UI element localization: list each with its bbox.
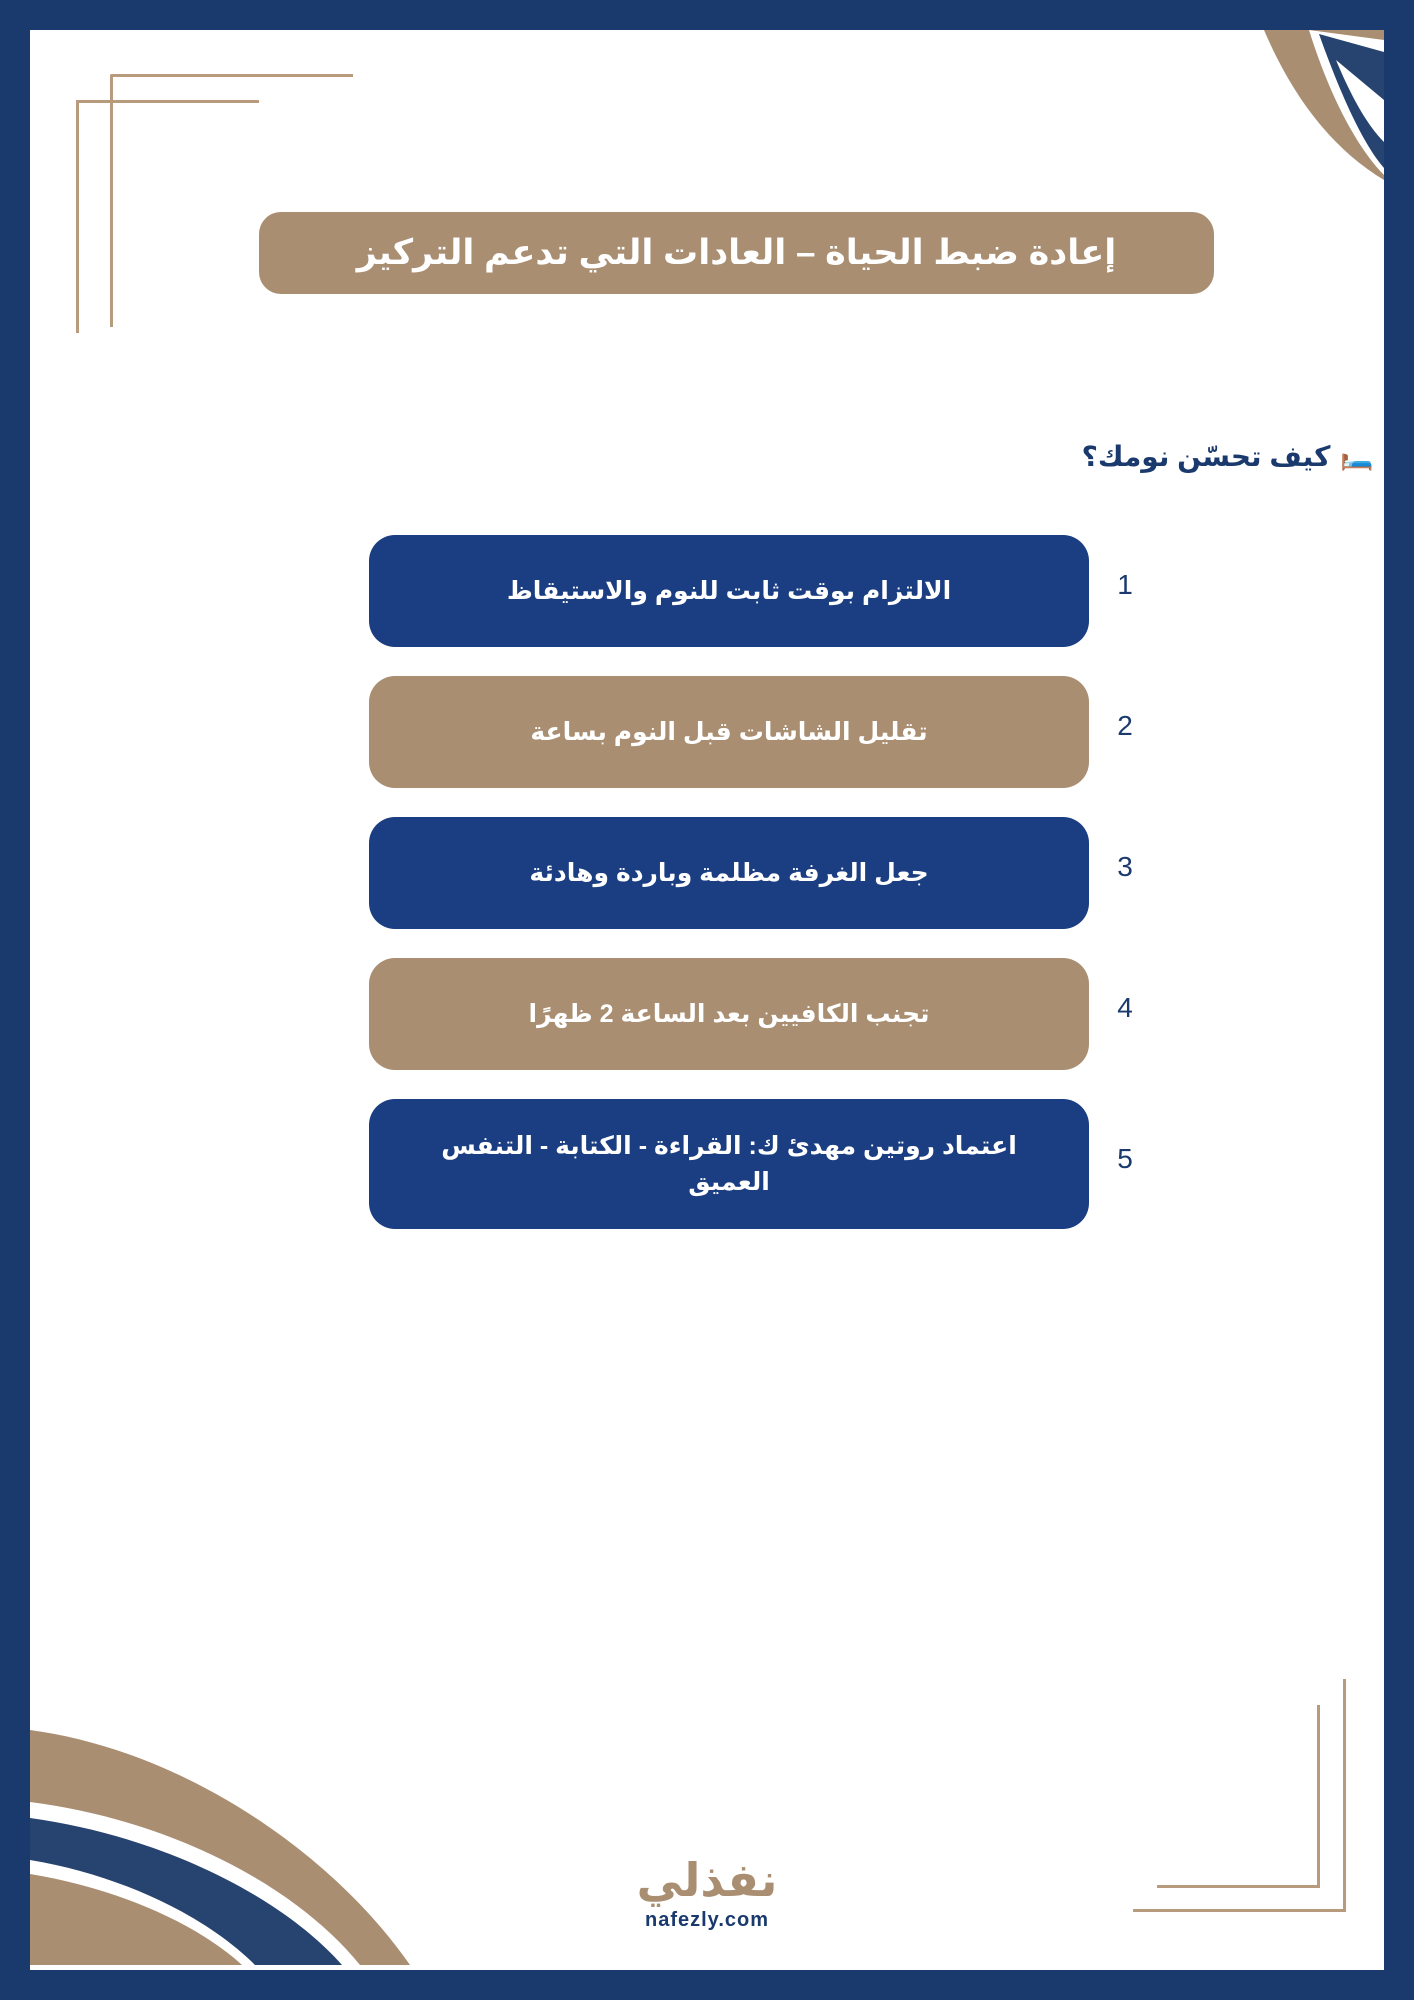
- brand-url: nafezly.com: [645, 1909, 769, 1931]
- step-pill: [369, 676, 1089, 788]
- step-label: الالتزام بوقت ثابت للنوم والاستيقاظ: [506, 576, 952, 605]
- page-title: [259, 212, 1214, 294]
- section-heading: [294, 440, 1374, 473]
- step-number: 2: [1117, 710, 1133, 741]
- step-pill: [369, 1099, 1089, 1229]
- top-left-corner-frame: [52, 52, 352, 342]
- step-number: 1: [1117, 569, 1133, 600]
- step-label: تجنب الكافيين بعد الساعة 2 ظهرًا: [528, 999, 930, 1028]
- step-pill: [369, 817, 1089, 929]
- list-item: [224, 535, 1154, 647]
- poster-canvas: [30, 30, 1384, 1970]
- list-item: [224, 676, 1154, 788]
- step-number: 4: [1117, 992, 1133, 1023]
- top-right-decorative-swoosh: [964, 30, 1384, 240]
- step-pill: [369, 535, 1089, 647]
- step-pill: [369, 958, 1089, 1070]
- brand-name: نفذلي: [636, 1854, 778, 1906]
- bed-icon: 🛏️: [1340, 441, 1374, 471]
- section-heading-text: كيف تحسّن نومك؟: [1081, 441, 1331, 472]
- page-title-text: إعادة ضبط الحياة – العادات التي تدعم التركيز: [356, 233, 1117, 272]
- step-label: تقليل الشاشات قبل النوم بساعة: [530, 717, 928, 746]
- list-item: [224, 958, 1154, 1070]
- list-item: [224, 1099, 1154, 1229]
- footer-logo: [30, 1853, 1384, 1932]
- step-number: 3: [1117, 851, 1133, 882]
- step-label: اعتماد روتين مهدئ ك: القراءة - الكتابة - التنفس العميق: [441, 1131, 1017, 1196]
- steps-list: [224, 535, 1154, 1258]
- step-label: جعل الغرفة مظلمة وباردة وهادئة: [529, 858, 929, 887]
- list-item: [224, 817, 1154, 929]
- step-number: 5: [1117, 1143, 1133, 1174]
